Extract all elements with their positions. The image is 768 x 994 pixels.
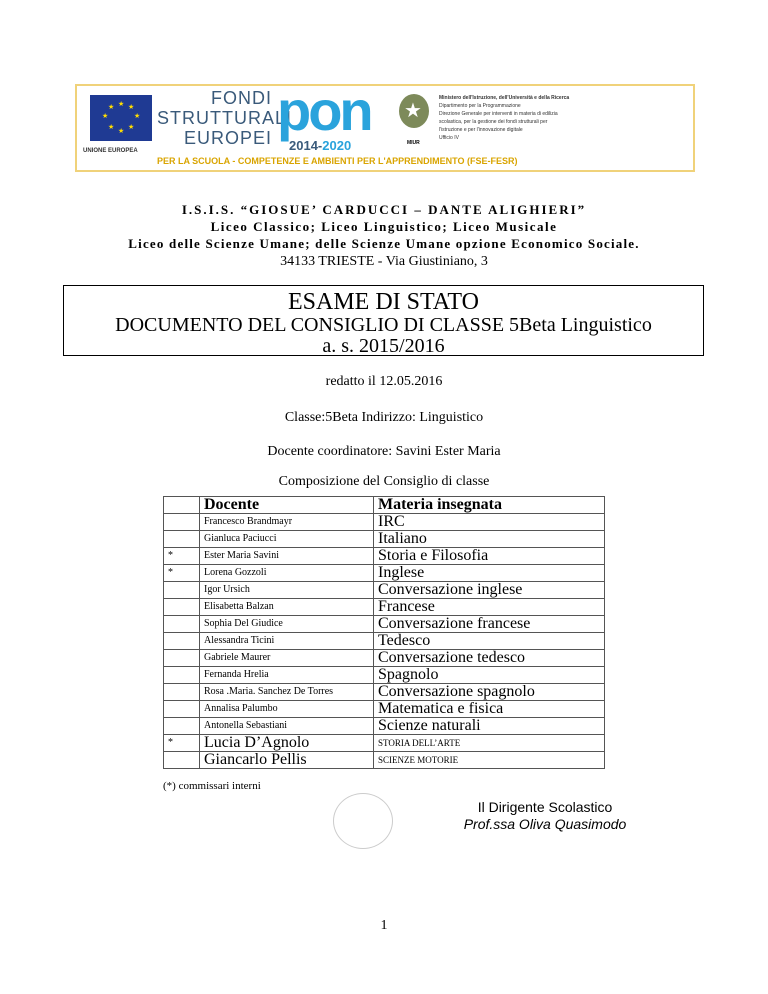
commissioner-mark: * (164, 735, 200, 752)
teacher-name: Ester Maria Savini (200, 548, 374, 565)
table-row (164, 565, 605, 582)
subject: Scienze naturali (374, 718, 605, 735)
table-row (164, 735, 605, 752)
header-mark (164, 497, 200, 514)
teacher-name: Sophia Del Giudice (200, 616, 374, 633)
table-row (164, 548, 605, 565)
commissioner-mark (164, 514, 200, 531)
teacher-name: Lucia D’Agnolo (200, 735, 374, 752)
table-row (164, 650, 605, 667)
table-row (164, 684, 605, 701)
school-year: a. s. 2015/2016 (322, 335, 445, 357)
pon-logo: pon (277, 79, 371, 142)
subject: Tedesco (374, 633, 605, 650)
table-row (164, 718, 605, 735)
table-row (164, 701, 605, 718)
subject: Conversazione francese (374, 616, 605, 633)
teacher-name: Gabriele Maurer (200, 650, 374, 667)
subject: Conversazione spagnolo (374, 684, 605, 701)
subject: Italiano (374, 531, 605, 548)
subject: IRC (374, 514, 605, 531)
subject: SCIENZE MOTORIE (374, 752, 605, 769)
subject: Inglese (374, 565, 605, 582)
eu-label: UNIONE EUROPEA (83, 148, 138, 154)
commissioner-mark (164, 718, 200, 735)
eu-flag-icon: ★ ★ ★ ★ ★ ★ ★ ★ (90, 95, 152, 141)
teacher-name: Gianluca Paciucci (200, 531, 374, 548)
commissioner-mark (164, 616, 200, 633)
header-docente: Docente (200, 497, 374, 514)
italian-emblem-icon (399, 94, 429, 128)
table-row (164, 752, 605, 769)
council-table (163, 496, 605, 769)
subject: Conversazione inglese (374, 582, 605, 599)
date-drafted: redatto il 12.05.2016 (325, 374, 443, 389)
school-line-3: Liceo delle Scienze Umane; delle Scienze Umane opzione Economico Sociale. (128, 236, 640, 251)
signature-name: Prof.ssa Oliva Quasimodo (463, 816, 627, 832)
commissioner-mark (164, 701, 200, 718)
school-address: 34133 TRIESTE - Via Giustiniano, 3 (280, 254, 488, 269)
footnote: (*) commissari interni (163, 780, 261, 792)
header-materia: Materia insegnata (374, 497, 605, 514)
table-row (164, 633, 605, 650)
teacher-name: Elisabetta Balzan (200, 599, 374, 616)
title-box (63, 285, 704, 356)
school-name: I.S.I.S. “GIOSUE’ CARDUCCI – DANTE ALIGHIERI” (181, 202, 587, 217)
teacher-name: Alessandra Ticini (200, 633, 374, 650)
commissioner-mark (164, 599, 200, 616)
teacher-name: Rosa .Maria. Sanchez De Torres (200, 684, 374, 701)
subject: Matematica e fisica (374, 701, 605, 718)
commissioner-mark: * (164, 565, 200, 582)
subject: Conversazione tedesco (374, 650, 605, 667)
teacher-name: Fernanda Hrelia (200, 667, 374, 684)
pon-banner (75, 79, 695, 172)
commissioner-mark (164, 667, 200, 684)
teacher-name: Giancarlo Pellis (200, 752, 374, 769)
banner-tagline: PER LA SCUOLA - COMPETENZE E AMBIENTI PER L'APPRENDIMENTO (FSE-FESR) (157, 156, 518, 166)
table-row (164, 514, 605, 531)
teacher-name: Lorena Gozzoli (200, 565, 374, 582)
table-row (164, 616, 605, 633)
signature-role: Il Dirigente Scolastico (477, 799, 613, 815)
commissioner-mark (164, 633, 200, 650)
miur-label: MIUR (407, 140, 420, 146)
teacher-name: Francesco Brandmayr (200, 514, 374, 531)
exam-title: ESAME DI STATO (288, 289, 479, 315)
commissioner-mark (164, 650, 200, 667)
fondi-logo: FONDI STRUTTURALI EUROPEI (157, 88, 293, 148)
table-row (164, 582, 605, 599)
commissioner-mark (164, 531, 200, 548)
subject: Storia e Filosofia (374, 548, 605, 565)
teacher-name: Annalisa Palumbo (200, 701, 374, 718)
document-subtitle: DOCUMENTO DEL CONSIGLIO DI CLASSE 5Beta Linguistico (115, 314, 652, 336)
pon-years: 2014-2020 (289, 138, 352, 153)
commissioner-mark (164, 582, 200, 599)
ministry-text: Ministero dell'Istruzione, dell'Università e della Ricerca Dipartimento per la Programmazione Direzione Generale per interventi in materia di edilizia scolastica, per la gestione dei fondi strutturali per l'istruzione e per l'innovazione digitale Ufficio IV (439, 95, 570, 141)
school-line-2: Liceo Classico; Liceo Linguistico; Liceo Musicale (210, 219, 558, 234)
commissioner-mark (164, 752, 200, 769)
commissioner-mark: * (164, 548, 200, 565)
subject: STORIA DELL’ARTE (374, 735, 605, 752)
subject: Spagnolo (374, 667, 605, 684)
council-heading: Composizione del Consiglio di classe (278, 474, 490, 489)
table-header (164, 497, 605, 514)
teacher-name: Antonella Sebastiani (200, 718, 374, 735)
table-row (164, 667, 605, 684)
coordinator: Docente coordinatore: Savini Ester Maria (267, 444, 501, 459)
subject: Francese (374, 599, 605, 616)
page-number: 1 (380, 918, 388, 933)
table-row (164, 599, 605, 616)
table-row (164, 531, 605, 548)
commissioner-mark (164, 684, 200, 701)
stamp-circle (333, 793, 393, 849)
class-info: Classe:5Beta Indirizzo: Linguistico (284, 410, 484, 425)
teacher-name: Igor Ursich (200, 582, 374, 599)
